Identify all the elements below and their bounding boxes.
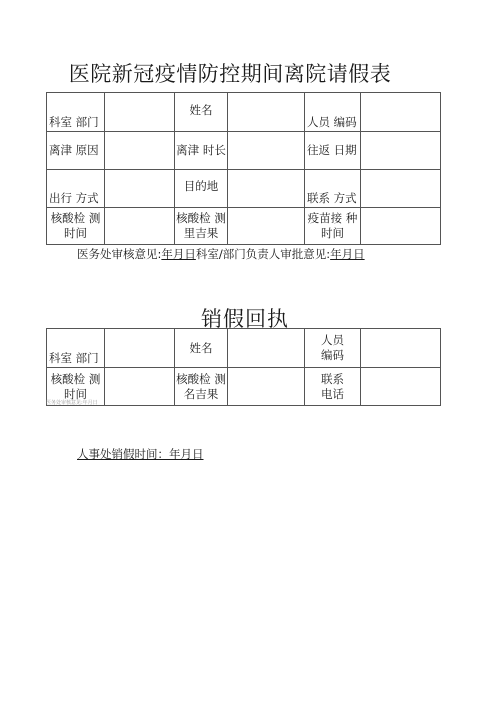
label-leave-duration: 离津 时长 (175, 132, 228, 170)
label-round-trip-dates: 往返 日期 (305, 132, 361, 170)
label-nucleic-test-result: 核酸检 测 名吉果 (175, 368, 228, 406)
value-nucleic-test-time[interactable] (105, 368, 175, 406)
label-staff-id: 人员 编码 (305, 93, 361, 132)
table-row (47, 93, 441, 132)
table-row (47, 368, 441, 406)
table-row (47, 132, 441, 170)
table-row (47, 208, 441, 245)
label-name: 姓名 (175, 329, 228, 368)
value-leave-reason[interactable] (105, 132, 175, 170)
value-round-trip-dates[interactable] (361, 132, 441, 170)
value-nucleic-test-result[interactable] (228, 368, 305, 406)
value-staff-id[interactable] (361, 93, 441, 132)
value-staff-id[interactable] (361, 329, 441, 368)
table-row (47, 170, 441, 208)
value-contact[interactable] (361, 170, 441, 208)
approval-line: 医务处审核意见:年月日科室/部门负责人审批意见:年月日 (77, 247, 365, 261)
form-title: 医院新冠疫情防控期间离院请假表 (68, 62, 392, 86)
label-department: 科室 部门 (47, 329, 105, 368)
value-nucleic-test-result[interactable] (228, 208, 305, 245)
label-nucleic-test-time: 核酸检 测 时间 (47, 208, 105, 245)
label-name: 姓名 (175, 93, 228, 132)
value-contact-phone[interactable] (361, 368, 441, 406)
hr-cancel-leave-line: 人事处销假时间：年月日 (77, 447, 204, 461)
label-contact-phone: 联系 电话 (305, 368, 361, 406)
label-nucleic-test-time: 核酸检 测 时间 (47, 368, 105, 406)
value-name[interactable] (228, 93, 305, 132)
label-staff-id: 人员 编码 (305, 329, 361, 368)
approval-date-medical: 年月日 (161, 247, 196, 261)
label-destination: 目的地 (175, 170, 228, 208)
label-travel-mode: 出行 方式 (47, 170, 105, 208)
value-destination[interactable] (228, 170, 305, 208)
value-name[interactable] (228, 329, 305, 368)
table-row (47, 329, 441, 368)
leave-request-table (46, 92, 441, 245)
value-department[interactable] (105, 329, 175, 368)
label-department: 科室 部门 (47, 93, 105, 132)
approval-date-department: 年月日 (330, 247, 365, 261)
value-department[interactable] (105, 93, 175, 132)
value-leave-duration[interactable] (228, 132, 305, 170)
value-vaccination-time[interactable] (361, 208, 441, 245)
faint-approval-text: 医务处审核意见:年月日 (46, 400, 98, 406)
value-travel-mode[interactable] (105, 170, 175, 208)
label-contact: 联系 方式 (305, 170, 361, 208)
leave-receipt-table (46, 328, 441, 406)
label-leave-reason: 离津 原因 (47, 132, 105, 170)
value-nucleic-test-time[interactable] (105, 208, 175, 245)
label-nucleic-test-result: 核酸检 测 里吉果 (175, 208, 228, 245)
label-vaccination-time: 疫苗接 种 时间 (305, 208, 361, 245)
receipt-title: 销假回执 (201, 307, 289, 331)
